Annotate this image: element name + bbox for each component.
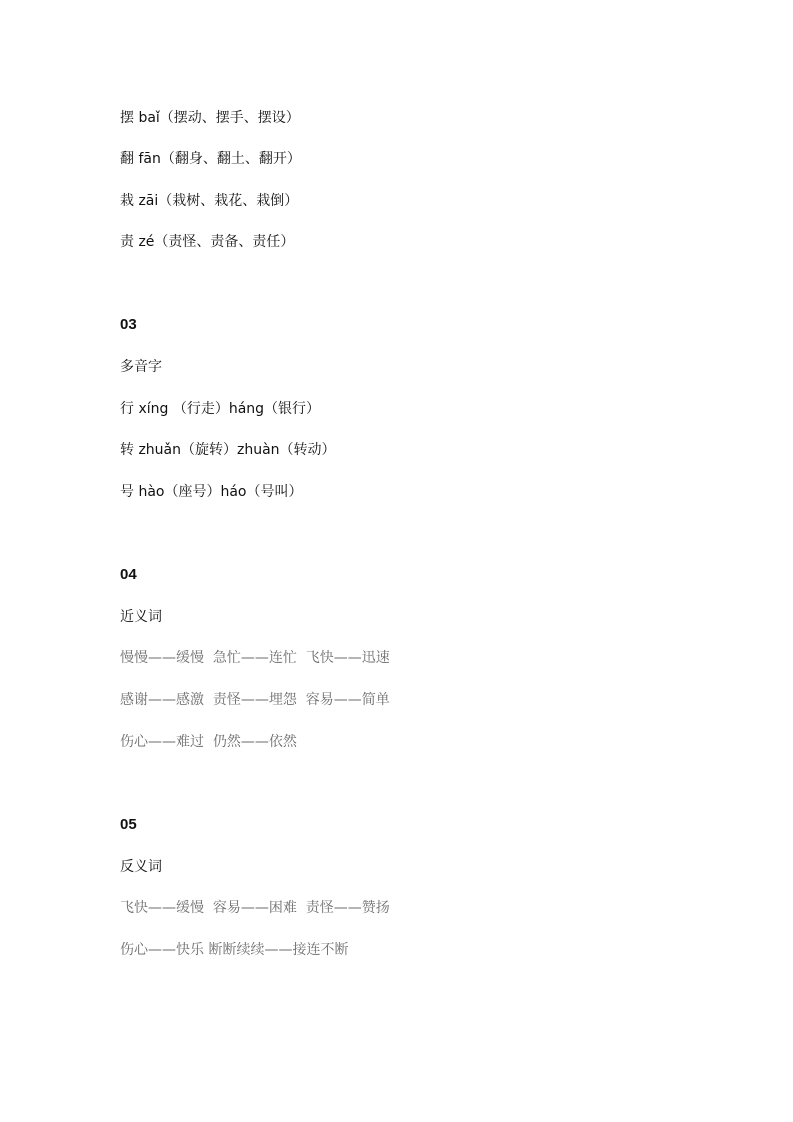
section-title-synonyms: 近义词 — [120, 609, 162, 625]
char-entry-fan: 翻 fān（翻身、翻土、翻开） — [120, 151, 301, 167]
char-entry-ze: 责 zé（责怪、责备、责任） — [120, 234, 295, 250]
section-number-05: 05 — [120, 816, 137, 833]
polyphonic-entry-zhuan: 转 zhuǎn（旋转）zhuàn（转动） — [120, 442, 336, 458]
synonym-line-2: 感谢——感激 责怪——埋怨 容易——简单 — [120, 692, 390, 708]
section-title-antonyms: 反义词 — [120, 859, 162, 875]
section-number-04: 04 — [120, 566, 137, 583]
polyphonic-entry-xing: 行 xíng （行走）háng（银行） — [120, 401, 321, 417]
section-title-polyphonic: 多音字 — [120, 359, 162, 375]
antonym-line-2: 伤心——快乐 断断续续——接连不断 — [120, 942, 349, 958]
polyphonic-entry-hao: 号 hào（座号）háo（号叫） — [120, 484, 303, 500]
synonym-line-3: 伤心——难过 仍然——依然 — [120, 734, 297, 750]
section-number-03: 03 — [120, 316, 137, 333]
char-entry-bai: 摆 baǐ（摆动、摆手、摆设） — [120, 110, 300, 126]
antonym-line-1: 飞快——缓慢 容易——困难 责怪——赞扬 — [120, 900, 390, 916]
synonym-line-1: 慢慢——缓慢 急忙——连忙 飞快——迅速 — [120, 650, 390, 666]
char-entry-zai: 栽 zāi（栽树、栽花、栽倒） — [120, 193, 299, 209]
